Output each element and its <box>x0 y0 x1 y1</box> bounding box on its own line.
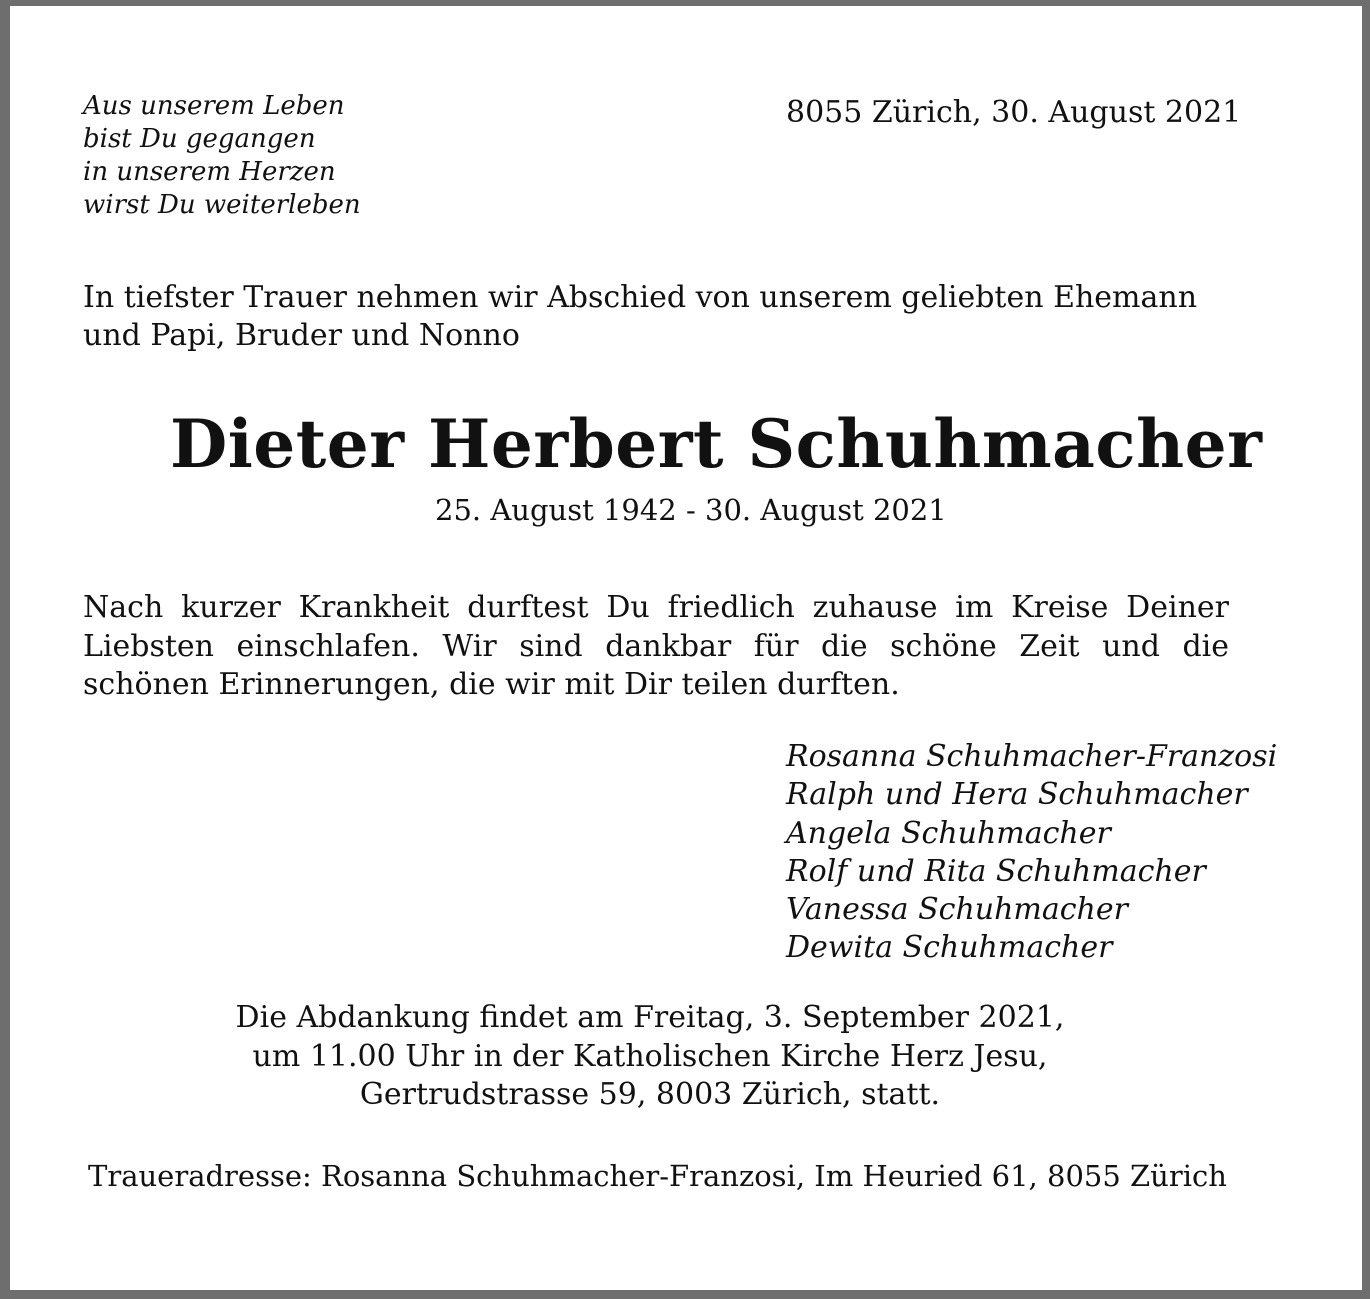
service-line: um 11.00 Uhr in der Katholischen Kirche Herz Jesu, <box>252 1038 1048 1074</box>
farewell-intro <box>83 279 1197 355</box>
mourner-name: Rosanna Schuhmacher-Franzosi <box>786 739 1278 774</box>
mourner-name: Rolf und Rita Schuhmacher <box>786 853 1206 889</box>
service-line: Die Abdankung findet am Freitag, 3. September 2021, <box>235 1000 1065 1035</box>
mourner-name: Vanessa Schuhmacher <box>786 892 1128 928</box>
deceased-name: Dieter Herbert Schuhmacher <box>170 405 1263 483</box>
mourner-name: Ralph und Hera Schuhmacher <box>786 777 1248 813</box>
mourners-list <box>786 738 1277 968</box>
memorial-poem <box>83 90 361 222</box>
place-and-date: 8055 Zürich, 30. August 2021 <box>786 95 1242 130</box>
service-line: Gertrudstrasse 59, 8003 Zürich, statt. <box>359 1077 941 1112</box>
poem-line: wirst Du weiterleben <box>83 190 361 220</box>
poem-line: Aus unserem Leben <box>83 91 345 121</box>
intro-line: und Papi, Bruder und Nonno <box>83 318 520 353</box>
funeral-service-info <box>150 999 1150 1115</box>
mourning-address: Traueradresse: Rosanna Schuhmacher-Franzosi, Im Heuried 61, 8055 Zürich <box>88 1159 1227 1193</box>
farewell-message: Nach kurzer Krankheit durftest Du friedlich zuhause im Kreise Deiner Liebsten einschlafen. Wir sind dankbar für die schöne Zeit und die schönen Erinnerungen, die wir mit Dir teilen durften. <box>83 590 1229 702</box>
intro-line: In tiefster Trauer nehmen wir Abschied von unserem geliebten Ehemann <box>83 280 1198 315</box>
mourner-name: Angela Schuhmacher <box>786 815 1111 851</box>
lifespan-dates: 25. August 1942 - 30. August 2021 <box>435 493 947 527</box>
poem-line: bist Du gegangen <box>83 124 316 154</box>
poem-line: in unserem Herzen <box>83 157 336 187</box>
mourner-name: Dewita Schuhmacher <box>786 930 1113 966</box>
